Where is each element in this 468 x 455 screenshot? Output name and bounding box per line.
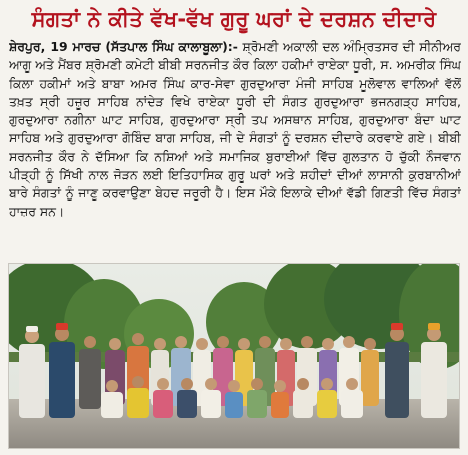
photo-people-seated: [101, 376, 363, 418]
article-body: [9, 38, 461, 256]
article-headline: ਸੰਗਤਾਂ ਨੇ ਕੀਤੇ ਵੱਖ-ਵੱਖ ਗੁਰੂ ਘਰਾਂ ਦੇ ਦਰਸ਼ਨ ਦੀਦਾਰੇ: [31, 7, 437, 31]
article-text: ਸ਼੍ਰੋਮਣੀ ਅਕਾਲੀ ਦਲ ਅੰਮ੍ਰਿਤਸਰ ਦੀ ਸੀਨੀਅਰ ਆਗੂ ਅਤੇ ਮੈਂਬਰ ਸ਼੍ਰੋਮਣੀ ਕਮੇਟੀ ਬੀਬੀ ਸਰਨਜੀਤ ਕੌਰ ਕਿਲਾ ਹਕੀਮਾਂ ਰਾਏਕਾ ਧੂਰੀ, ਸ. ਅਮਰੀਕ ਸਿੰਘ ਕਿਲਾ ਹਕੀਮਾਂ ਅਤੇ ਬਾਬਾ ਅਮਰ ਸਿੰਘ ਕਾਰ-ਸੇਵਾ ਗੁਰਦੁਆਰਾ ਮੰਜੀ ਸਾਹਿਬ ਮੂਲੋਵਾਲ ਵਾਲਿਆਂ ਵੱਲੋਂ ਤਖ਼ਤ ਸ੍ਰੀ ਹਜ਼ੂਰ ਸਾਹਿਬ ਨਾਂਦੇੜ ਵਿਖੇ ਰਾਏਕਾ ਧੂਰੀ ਦੀ ਸੰਗਤ ਗੁਰਦੁਆਰਾ ਭਜਨਗੜ੍ਹ ਸਾਹਿਬ, ਗੁਰਦੁਆਰਾ ਨਗੀਨਾ ਘਾਟ ਸਾਹਿਬ, ਗੁਰਦੁਆਰਾ ਸ੍ਰੀ ਤਪ ਅਸਥਾਨ ਸਾਹਿਬ, ਗੁਰਦੁਆਰਾ ਬੰਦਾ ਘਾਟ ਸਾਹਿਬ ਅਤੇ ਗੁਰਦੁਆਰਾ ਗੋਬਿੰਦ ਬਾਗ ਸਾਹਿਬ, ਜੀ ਦੇ ਸੰਗਤਾਂ ਨੂੰ ਦਰਸ਼ਨ ਦੀਦਾਰੇ ਕਰਵਾਏ ਗਏ। ਬੀਬੀ ਸਰਨਜੀਤ ਕੌਰ ਨੇ ਦੱਸਿਆ ਕਿ ਨਸ਼ਿਆਂ ਅਤੇ ਸਮਾਜਿਕ ਬੁਰਾਈਆਂ ਵਿੱਚ ਗੁਲਤਾਨ ਹੋ ਚੁੱਕੀ ਨੌਜਵਾਨ ਪੀੜ੍ਹੀ ਨੂੰ ਸਿੱਖੀ ਨਾਲ ਜੋੜਨ ਲਈ ਇਤਿਹਾਸਿਕ ਗੁਰੂ ਘਰਾਂ ਅਤੇ ਸ਼ਹੀਦਾਂ ਦੀਆਂ ਲਾਸਾਨੀ ਕੁਰਬਾਨੀਆਂ ਬਾਰੇ ਸੰਗਤਾਂ ਨੂੰ ਜਾਣੂ ਕਰਵਾਉਣਾ ਬੇਹਦ ਜਰੂਰੀ ਹੈ। ਇਸ ਮੌਕੇ ਇਲਾਕੇ ਦੀਆਂ ਵੱਡੀ ਗਿਣਤੀ ਵਿੱਚ ਸੰਗਤਾਂ ਹਾਜ਼ਰ ਸਨ।: [9, 39, 461, 219]
article-dateline: ਸ਼ੇਰਪੁਰ, 19 ਮਾਰਚ (ਸੱਤਪਾਲ ਸਿੰਘ ਕਾਲਾਬੂਲਾ):-: [9, 39, 238, 54]
group-photo: [8, 263, 460, 449]
group-photo-image: [9, 264, 459, 448]
